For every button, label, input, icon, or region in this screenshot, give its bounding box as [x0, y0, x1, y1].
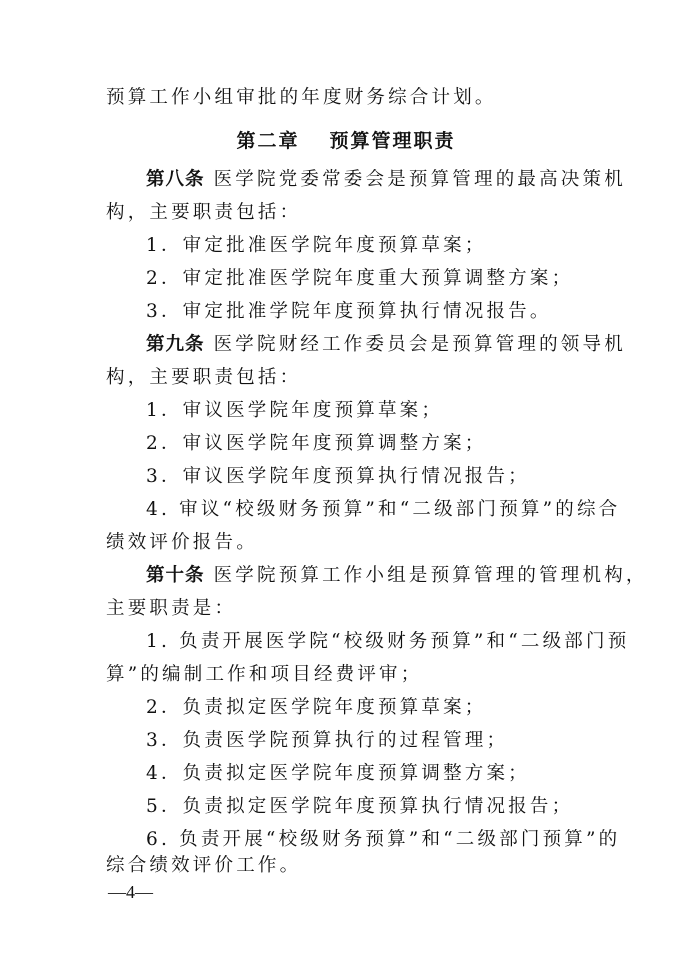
article-text: 医学院财经工作委员会是预算管理的领导机 — [213, 334, 626, 355]
paragraph-line: 预算工作小组审批的年度财务综合计划。 — [106, 87, 497, 108]
article-text: 医学院党委常委会是预算管理的最高决策机 — [213, 169, 626, 190]
page-number: —4— — [108, 882, 153, 902]
chapter-title: 预算管理职责 — [329, 130, 456, 152]
list-item: 2．审定批准医学院年度重大预算调整方案； — [146, 268, 574, 289]
article-10-line — [146, 564, 648, 588]
paragraph-line: 构，主要职责包括： — [106, 202, 302, 223]
list-item: 2．审议医学院年度预算调整方案； — [146, 433, 487, 454]
paragraph-line: 算”的编制工作和项目经费评审； — [106, 664, 423, 685]
list-item: 3．审议医学院年度预算执行情况报告； — [146, 466, 530, 487]
paragraph-line: 主要职责是： — [106, 598, 237, 619]
list-item: 4. 审议“校级财务预算”和“二级部门预算”的综合 — [146, 499, 621, 520]
list-item: 3．负责医学院预算执行的过程管理； — [146, 730, 509, 751]
chapter-heading — [0, 126, 692, 153]
paragraph-line: 绩效评价报告。 — [106, 532, 258, 553]
article-label: 第八条 — [146, 169, 205, 190]
article-label: 第十条 — [146, 565, 205, 586]
list-item: 2．负责拟定医学院年度预算草案； — [146, 697, 487, 718]
list-item: 1. 负责开展医学院“校级财务预算”和“二级部门预 — [146, 631, 630, 652]
paragraph-line: 综合绩效评价工作。 — [106, 855, 302, 876]
paragraph-line: 构，主要职责包括： — [106, 367, 302, 388]
article-8-line — [146, 168, 626, 192]
article-9-line — [146, 333, 626, 357]
list-item: 3．审定批准学院年度预算执行情况报告。 — [146, 301, 552, 322]
list-item: 5．负责拟定医学院年度预算执行情况报告； — [146, 796, 574, 817]
list-item: 6. 负责开展“校级财务预算”和“二级部门预算”的 — [146, 829, 621, 850]
article-text: 医学院预算工作小组是预算管理的管理机构， — [213, 565, 648, 586]
list-item: 1．审定批准医学院年度预算草案； — [146, 235, 487, 256]
article-label: 第九条 — [146, 334, 205, 355]
chapter-number: 第二章 — [236, 130, 300, 152]
list-item: 4．负责拟定医学院年度预算调整方案； — [146, 763, 530, 784]
list-item: 1．审议医学院年度预算草案； — [146, 400, 444, 421]
